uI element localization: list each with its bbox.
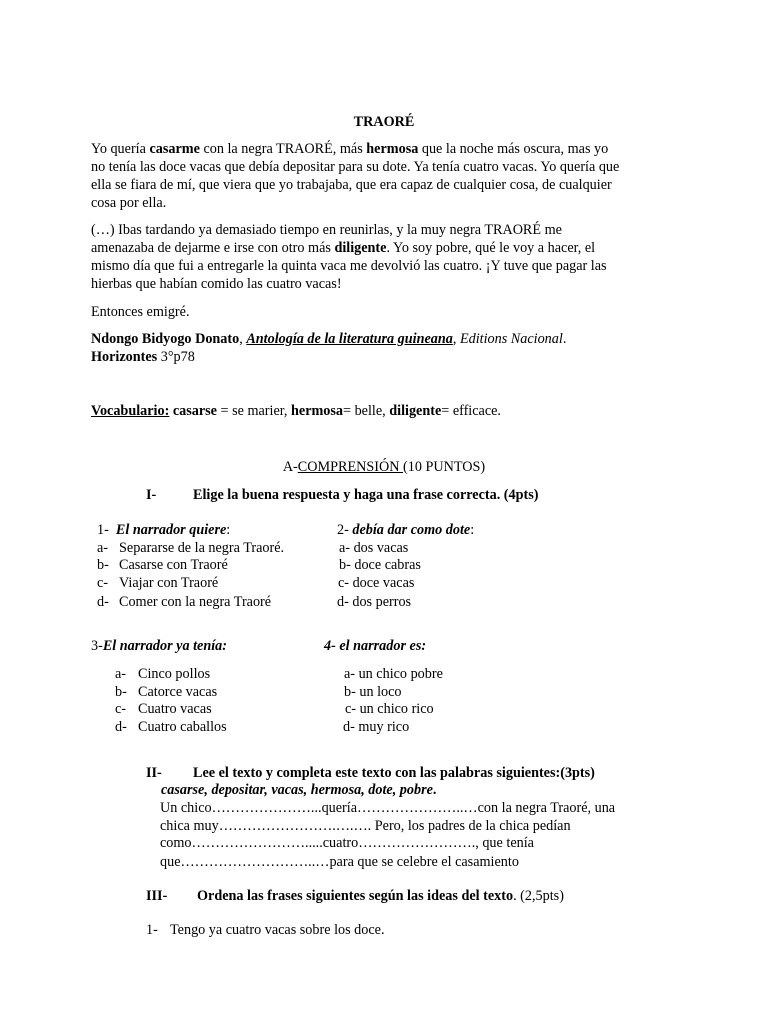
text-span: : (470, 522, 475, 538)
paragraph-2-line-3: mismo día que fui a entregarle la quinta vaca me devolvió las cuatro. ¡Y tuve que pagar las (91, 258, 607, 274)
q1-option-text: Casarse con Traoré (119, 557, 228, 573)
question-3 (91, 637, 227, 655)
paragraph-2 (91, 221, 691, 293)
paragraph-1-line-2: no tenía las doce vacas que debía depositar para su dote. Ya tenía cuatro vacas. Yo quería que (91, 159, 620, 175)
q2-option: d- dos perros (337, 594, 412, 610)
keyword-casarme: casarme (149, 141, 200, 157)
text-span: amenazaba de dejarme e irse con otro más (91, 240, 335, 256)
question-4: 4- el narrador es: (324, 638, 427, 654)
paragraph-1-line-3: ella se fiara de mí, que viera que yo trabajaba, que era capaz de cualquier cosa, de cualquier (91, 177, 612, 193)
q1-option-letter: c- (97, 575, 109, 591)
keyword-hermosa: hermosa (366, 141, 419, 157)
q3-option-letter: c- (115, 701, 127, 717)
section-prefix: A- (282, 459, 298, 475)
question-2 (337, 521, 474, 539)
part-3-instruction (197, 887, 564, 905)
vocab-definition: = se marier, (216, 403, 291, 419)
vocabulary-line (91, 402, 501, 420)
q3-option-letter: b- (115, 684, 127, 700)
question-text: debía dar como dote (352, 522, 471, 538)
paragraph-3: Entonces emigré. (91, 304, 190, 320)
q3-option-text: Cuatro vacas (138, 701, 212, 717)
text-span: . Yo soy pobre, qué le voy a hacer, el (386, 240, 596, 256)
citation-author: Ndongo Bidyogo Donato (91, 331, 240, 347)
q2-option: b- doce cabras (339, 557, 421, 573)
q4-option: d- muy rico (343, 719, 410, 735)
q4-option: a- un chico pobre (344, 666, 443, 682)
text-span: con la negra TRAORÉ, más (199, 141, 367, 157)
q2-option: a- dos vacas (339, 540, 409, 556)
fill-in-line-4: que………………………..…para que se celebre el casamiento (160, 854, 519, 870)
part-2-instruction: Lee el texto y completa este texto con las palabras siguientes:(3pts) (193, 765, 595, 781)
citation (91, 330, 566, 366)
text-span: que la noche más oscura, mas yo (418, 141, 609, 157)
text-span: , (452, 331, 460, 347)
q1-option-text: Separarse de la negra Traoré. (119, 540, 285, 556)
text-span: . (432, 782, 437, 798)
q1-option-letter: b- (97, 557, 109, 573)
word-bank-words: casarse, depositar, vacas, hermosa, dote, pobre (161, 782, 433, 798)
section-heading (0, 458, 768, 476)
vocab-word: diligente (389, 403, 442, 419)
q3-option-letter: d- (115, 719, 127, 735)
part-2-number: II- (146, 765, 162, 781)
vocabulary-label: Vocabulario: (91, 403, 170, 419)
paragraph-2-line-1: (…) Ibas tardando ya demasiado tiempo en reunirlas, y la muy negra TRAORÉ me (91, 222, 562, 238)
vocab-word: hermosa (291, 403, 344, 419)
q1-option-text: Viajar con Traoré (119, 575, 219, 591)
fill-in-line-3: como…………………….....cuatro……………………., que tenía (160, 835, 534, 851)
question-number: 1- (97, 522, 109, 538)
q3-option-text: Cuatro caballos (138, 719, 227, 735)
q1-option-letter: d- (97, 594, 109, 610)
section-points: (10 PUNTOS) (403, 459, 486, 475)
q1-option-text: Comer con la negra Traoré (119, 594, 272, 610)
q3-option-letter: a- (115, 666, 127, 682)
vocab-definition: = belle, (343, 403, 390, 419)
q4-option: c- un chico rico (345, 701, 434, 717)
paragraph-1 (91, 140, 691, 212)
q4-option: b- un loco (344, 684, 402, 700)
page-title: TRAORÉ (353, 114, 415, 130)
question-text: El narrador ya tenía: (102, 638, 227, 654)
vocab-definition: = efficace. (441, 403, 501, 419)
q2-option: c- doce vacas (338, 575, 415, 591)
question-number: 2- (337, 522, 353, 538)
part-1-number: I- (146, 487, 157, 503)
text-span: Yo quería (91, 141, 150, 157)
citation-series: Horizontes (91, 349, 158, 365)
paragraph-2-line-4: hierbas que habían comido las cuatro vacas! (91, 276, 342, 292)
citation-line-2 (91, 348, 566, 366)
citation-book-title: Antología de la literatura guineana (246, 331, 453, 347)
sentence-1-number: 1- (146, 922, 158, 938)
text-span: . (562, 331, 567, 347)
fill-in-line-1: Un chico…………………...quería…………………..…con la negra Traoré, una (160, 800, 616, 816)
question-1 (97, 521, 230, 539)
part-3-number: III- (146, 888, 168, 904)
paragraph-1-line-4: cosa por ella. (91, 195, 167, 211)
paragraph-2-line-2 (91, 239, 691, 257)
part-3-points: . (2,5pts) (513, 888, 564, 904)
part-1-instruction: Elige la buena respuesta y haga una frase correcta. (4pts) (193, 487, 539, 503)
question-number: 3- (91, 638, 103, 654)
sentence-1-text: Tengo ya cuatro vacas sobre los doce. (170, 922, 385, 938)
q3-option-text: Cinco pollos (138, 666, 211, 682)
text-span: : (226, 522, 231, 538)
keyword-diligente: diligente (334, 240, 387, 256)
word-bank (161, 781, 436, 799)
section-name: COMPRENSIÓN (297, 459, 404, 475)
part-3-text: Ordena las frases siguientes según las ideas del texto (197, 888, 514, 904)
q1-option-letter: a- (97, 540, 109, 556)
citation-publisher: Editions Nacional (459, 331, 563, 347)
fill-in-line-2: chica muy…………………….….…. Pero, los padres de la chica pedían (160, 818, 571, 834)
vocab-word: casarse (172, 403, 217, 419)
text-span: , (239, 331, 247, 347)
paragraph-1-line-1 (91, 140, 691, 158)
q3-option-text: Catorce vacas (138, 684, 218, 700)
citation-line-1 (91, 330, 566, 348)
citation-page: 3°p78 (157, 349, 195, 365)
question-text: El narrador quiere (115, 522, 227, 538)
